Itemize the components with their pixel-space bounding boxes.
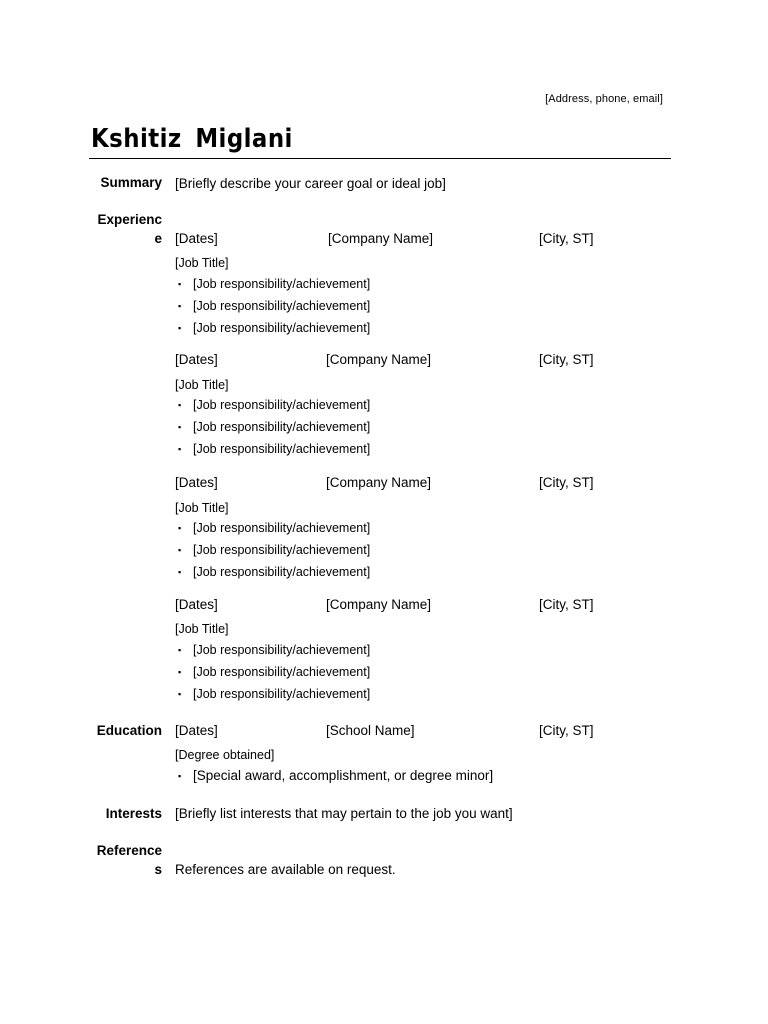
bullet-icon: ▪ bbox=[178, 689, 182, 699]
education-school: [School Name] bbox=[326, 723, 415, 738]
job-2-company: [Company Name] bbox=[326, 352, 432, 367]
bullet-icon: ▪ bbox=[178, 545, 182, 555]
bullet-icon: ▪ bbox=[178, 422, 182, 432]
job-3-title: [Job Title] bbox=[175, 501, 229, 515]
job-3-bullet-1: [Job responsibility/achievement] bbox=[193, 521, 371, 535]
job-2-location: [City, ST] bbox=[539, 352, 594, 367]
bullet-icon: ▪ bbox=[178, 279, 182, 289]
bullet-icon: ▪ bbox=[178, 771, 182, 781]
education-degree: [Degree obtained] bbox=[175, 748, 275, 762]
job-4-title: [Job Title] bbox=[175, 622, 229, 636]
job-3-location: [City, ST] bbox=[539, 475, 594, 490]
job-1-company: [Company Name] bbox=[328, 231, 434, 246]
job-4-dates: [Dates] bbox=[175, 597, 218, 612]
job-1-location: [City, ST] bbox=[539, 231, 594, 246]
job-1-bullet-1: [Job responsibility/achievement] bbox=[193, 277, 371, 291]
job-3-bullet-3: [Job responsibility/achievement] bbox=[193, 565, 371, 579]
header-divider bbox=[89, 158, 671, 159]
experience-label-line1: Experienc bbox=[97, 212, 162, 227]
bullet-icon: ▪ bbox=[178, 567, 182, 577]
education-location: [City, ST] bbox=[539, 723, 594, 738]
interests-text: [Briefly list interests that may pertain to the job you want] bbox=[175, 806, 513, 821]
summary-text: [Briefly describe your career goal or ideal job] bbox=[175, 176, 446, 191]
bullet-icon: ▪ bbox=[178, 444, 182, 454]
job-2-bullet-1: [Job responsibility/achievement] bbox=[193, 398, 371, 412]
job-1-title: [Job Title] bbox=[175, 256, 229, 270]
interests-label: Interests bbox=[105, 806, 162, 821]
bullet-icon: ▪ bbox=[178, 400, 182, 410]
job-1-dates: [Dates] bbox=[175, 231, 218, 246]
job-4-bullet-3: [Job responsibility/achievement] bbox=[193, 687, 371, 701]
job-4-bullet-2: [Job responsibility/achievement] bbox=[193, 665, 371, 679]
job-3-bullet-2: [Job responsibility/achievement] bbox=[193, 543, 371, 557]
job-2-bullet-3: [Job responsibility/achievement] bbox=[193, 442, 371, 456]
job-1-bullet-3: [Job responsibility/achievement] bbox=[193, 321, 371, 335]
job-3-dates: [Dates] bbox=[175, 475, 218, 490]
bullet-icon: ▪ bbox=[178, 301, 182, 311]
summary-label: Summary bbox=[100, 175, 162, 190]
education-bullet: [Special award, accomplishment, or degree minor] bbox=[193, 768, 494, 783]
bullet-icon: ▪ bbox=[178, 523, 182, 533]
job-4-location: [City, ST] bbox=[539, 597, 594, 612]
references-label-line2: s bbox=[154, 862, 162, 877]
references-label-line1: Reference bbox=[96, 843, 162, 858]
candidate-name: Kshitiz Miglani bbox=[91, 124, 293, 154]
references-text: References are available on request. bbox=[175, 862, 396, 877]
job-2-bullet-2: [Job responsibility/achievement] bbox=[193, 420, 371, 434]
contact-info: [Address, phone, email] bbox=[545, 93, 663, 105]
bullet-icon: ▪ bbox=[178, 323, 182, 333]
education-dates: [Dates] bbox=[175, 723, 218, 738]
job-1-bullet-2: [Job responsibility/achievement] bbox=[193, 299, 371, 313]
education-label: Education bbox=[96, 723, 162, 738]
experience-label-line2: e bbox=[154, 231, 162, 246]
job-2-title: [Job Title] bbox=[175, 378, 229, 392]
job-2-dates: [Dates] bbox=[175, 352, 218, 367]
job-4-company: [Company Name] bbox=[326, 597, 432, 612]
job-3-company: [Company Name] bbox=[326, 475, 432, 490]
bullet-icon: ▪ bbox=[178, 667, 182, 677]
bullet-icon: ▪ bbox=[178, 645, 182, 655]
job-4-bullet-1: [Job responsibility/achievement] bbox=[193, 643, 371, 657]
